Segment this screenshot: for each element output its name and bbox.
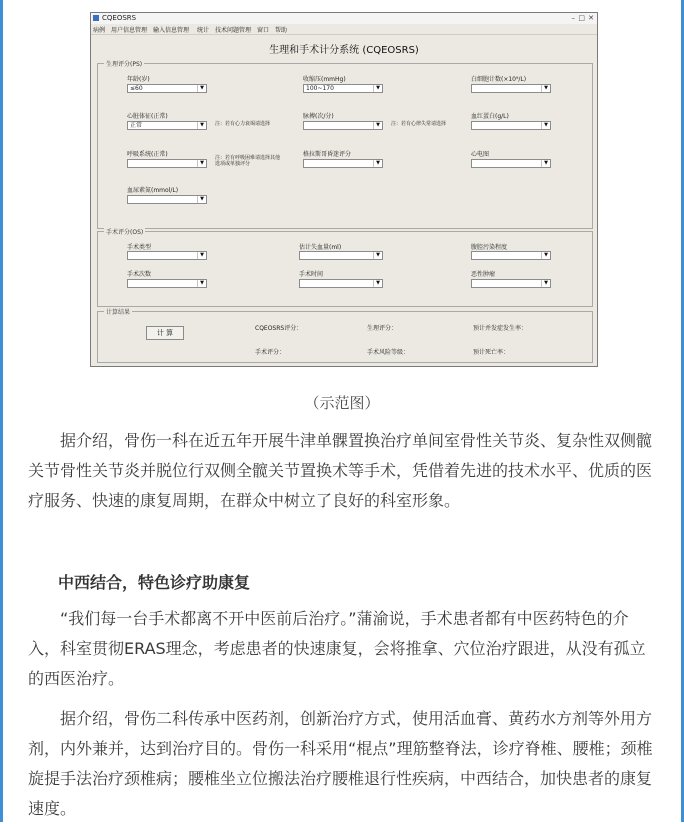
gcs-select[interactable] [303,159,383,168]
menu-item-statistics[interactable]: 统计 [197,27,210,34]
chevron-down-icon: ▼ [541,85,550,92]
field-label-pulse: 脉搏(次/分) [303,113,334,120]
chevron-down-icon: ▼ [197,196,206,203]
menu-item-help[interactable]: 帮助 [275,27,288,34]
menu-item-case[interactable]: 病例 [93,27,106,34]
chevron-down-icon: ▼ [197,122,206,129]
chevron-down-icon: ▼ [373,252,382,259]
app-window [90,12,598,367]
chevron-down-icon: ▼ [541,160,550,167]
respiratory-select[interactable] [127,159,207,168]
section-heading: 中西结合，特色诊疗助康复 [58,573,251,592]
chevron-down-icon: ▼ [541,280,550,287]
chevron-down-icon: ▼ [373,280,382,287]
field-label-wbc: 白细胞计数(×10⁹/L) [471,76,527,83]
menu-item-window[interactable]: 窗口 [257,27,270,34]
paragraph-3: 据介绍，骨伤二科传承中医药剂，创新治疗方式，使用活血膏、黄药水方剂等外用方剂，内外兼并，达到治疗目的。骨伤一科采用“棍点”理筋整脊法，诊疗脊椎、腰椎；颈椎旋提手法治疗颈椎病；腰椎坐立位搬法治疗腰椎退行性疾病，中西结合，加快患者的康复速度。 [28,709,653,818]
chevron-down-icon: ▼ [373,122,382,129]
result-complication-rate: 预计并发症发生率： [473,325,528,332]
field-label-ecg: 心电图 [471,151,490,158]
figure-caption: （示范图） [304,394,380,412]
field-label-bun: 血尿素氮(mmol/L) [127,187,179,194]
surgery-group-legend: 手术评分(OS) [106,229,144,236]
maximize-icon[interactable]: □ [578,14,585,22]
system-title: 生理和手术计分系统 (CQEOSRS) [269,45,419,56]
cardiac-select[interactable]: 正常 ▼ [127,121,207,130]
field-label-blood-loss: 估计失血量(ml) [299,244,342,251]
field-label-contamination: 腹腔污染程度 [471,244,508,251]
surgery-score-group [97,231,593,307]
menu-item-user-info[interactable]: 用户信息管理 [111,27,148,34]
field-label-gcs: 格拉斯哥昏迷评分 [303,151,352,158]
respiratory-note: 注：若有呼吸困难请选择其他选项或单独评分 [215,155,281,167]
menu-bar [91,24,597,35]
contamination-select[interactable] [471,251,551,260]
cardiac-note: 注：若有心力衰竭请选择 [215,121,271,127]
field-label-cardiac: 心脏体征(正常) [127,113,168,120]
field-label-malignancy: 恶性肿瘤 [471,271,496,278]
menu-item-input-info[interactable]: 输入信息管理 [153,27,190,34]
result-group-legend: 计算结果 [106,309,131,316]
physio-group-legend: 生理评分(PS) [106,61,143,68]
result-risk-level: 手术风险等级： [367,349,410,356]
pulse-note: 注：若有心律失常请选择 [391,121,447,127]
calculate-button[interactable]: 计 算 [146,326,184,340]
field-label-op-count: 手术次数 [127,271,152,278]
minimize-icon[interactable]: – [571,14,575,22]
field-label-hemoglobin: 血红蛋白(g/L) [471,113,509,120]
paragraph-2: “我们每一台手术都离不开中医前后治疗。”蒲渝说，手术患者都有中医药特色的介入，科室贯彻ERAS理念，考虑患者的快速康复，会将推拿、穴位治疗跟进，从没有孤立的西医治疗。 [28,609,646,688]
pulse-select[interactable] [303,121,383,130]
systolic-select[interactable]: 100~170 ▼ [303,84,383,93]
bun-select[interactable] [127,195,207,204]
close-icon[interactable]: ✕ [588,14,594,22]
op-time-select[interactable] [299,279,383,288]
field-label-op-time: 手术时间 [299,271,324,278]
ecg-select[interactable] [471,159,551,168]
field-label-op-type: 手术类型 [127,244,152,251]
result-surgery-score: 手术评分： [255,349,286,356]
chevron-down-icon: ▼ [197,85,206,92]
result-mortality-rate: 预计死亡率： [473,349,510,356]
wbc-select[interactable] [471,84,551,93]
age-select[interactable]: ≤60 ▼ [127,84,207,93]
chevron-down-icon: ▼ [373,160,382,167]
field-label-respiratory: 呼吸系统(正常) [127,151,168,158]
paragraph-1: 据介绍，骨伤一科在近五年开展牛津单髁置换治疗单间室骨性关节炎、复杂性双侧髋关节骨性关节炎并脱位行双侧全髋关节置换术等手术，凭借着先进的技术水平、优质的医疗服务、快速的康复周期，在群众中树立了良好的科室形象。 [28,431,653,510]
chevron-down-icon: ▼ [541,122,550,129]
result-physio-score: 生理评分： [367,325,398,332]
field-label-age: 年龄(岁) [127,76,150,83]
result-cqeosrs-score: CQEOSRS评分： [255,325,303,332]
chevron-down-icon: ▼ [197,280,206,287]
hemoglobin-select[interactable] [471,121,551,130]
field-label-systolic: 收缩压(mmHg) [303,76,346,83]
chevron-down-icon: ▼ [541,252,550,259]
malignancy-select[interactable] [471,279,551,288]
app-icon [93,15,99,21]
blood-loss-select[interactable] [299,251,383,260]
chevron-down-icon: ▼ [197,252,206,259]
menu-item-tech[interactable]: 技术问题管理 [215,27,252,34]
window-title: CQEOSRS [102,14,137,22]
op-count-select[interactable] [127,279,207,288]
op-type-select[interactable] [127,251,207,260]
chevron-down-icon: ▼ [197,160,206,167]
chevron-down-icon: ▼ [373,85,382,92]
